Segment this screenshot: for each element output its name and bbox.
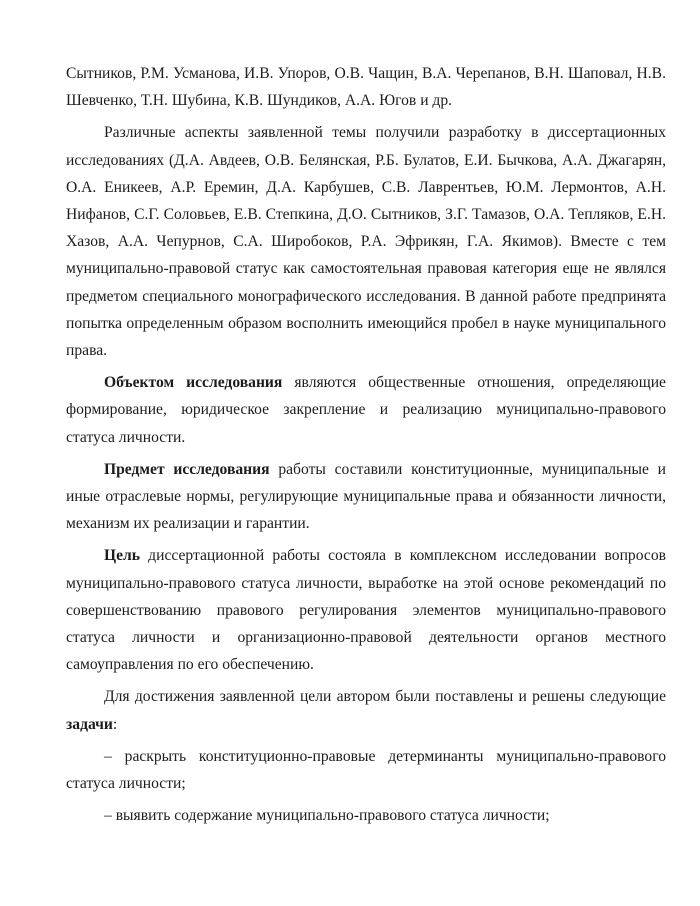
paragraph-text: Сытников, Р.М. Усманова, И.В. Упоров, О.В. Чащин, В.А. Черепанов, В.Н. Шаповал, Н.В. Шевченко, Т.Н. Шубина, К.В. Шундиков, А.А. Югов и др. <box>66 65 666 110</box>
paragraph-tail-bold: задачи <box>66 715 113 733</box>
paragraph-research-subject <box>66 456 666 538</box>
paragraph-text: Различные аспекты заявленной темы получили разработку в диссертационных исследованиях (Д.А. Авдеев, О.В. Белянская, Р.Б. Булатов, Е.И. Бычкова, А.А. Джагарян, О.А. Еникеев, А.Р. Еремин, Д.А. Карбушев, С.В. Лаврентьев, Ю.М. Лермонтов, А.Н. Нифанов, С.Г. Соловьев, Е.В. Степкина, Д.О. Сытников, З.Г. Тамазов, О.А. Тепляков, Е.Н. Хазов, А.А. Чепурнов, С.А. Широбоков, Р.А. Эфрикян, Г.А. Якимов). Вместе с тем муниципально-правовой статус как самостоятельная правовая категория еще не являлся предметом специального монографического исследования. В данной работе предпринята попытка определенным образом восполнить имеющийся пробел в науке муниципального права. <box>66 124 666 360</box>
paragraph-text: – раскрыть конституционно-правовые детерминанты муниципально-правового статуса личности; <box>66 747 666 793</box>
paragraph-research-object <box>66 369 666 451</box>
paragraph-dissertation-research <box>66 119 666 364</box>
paragraph-lead-bold: Цель <box>104 547 141 565</box>
paragraph-tail: : <box>112 715 118 733</box>
list-item-task-2 <box>66 802 666 829</box>
paragraph-text: работы составили конституционные, муниципальные и иные отраслевые нормы, регулирующие муниципальные права и обязанности личности, механизм их реализации и гарантии. <box>66 460 666 533</box>
list-item-task-1 <box>66 743 666 797</box>
paragraph-lead-bold: Предмет исследования <box>104 460 270 478</box>
paragraph-text: являются общественные отношения, определяющие формирование, юридическое закрепление и реализацию муниципально-правового статуса личности. <box>66 374 666 446</box>
paragraph-research-goal <box>66 542 666 678</box>
paragraph-lead-bold: Объектом исследования <box>104 374 283 392</box>
paragraph-text: Для достижения заявленной цели автором были поставлены и решены следующие <box>104 688 666 706</box>
paragraph-text: диссертационной работы состояла в комплексном исследовании вопросов муниципально-правового статуса личности, выработке на этой основе рекомендаций по совершенствованию правового регулирования элементов муниципально-правового статуса личности и организационно-правовой деятельности органов местного самоуправления по его обеспечению. <box>66 547 666 674</box>
paragraph-tasks-intro <box>66 683 666 737</box>
paragraph-text: – выявить содержание муниципально-правового статуса личности; <box>104 807 550 825</box>
paragraph-authors-continued <box>66 60 666 114</box>
